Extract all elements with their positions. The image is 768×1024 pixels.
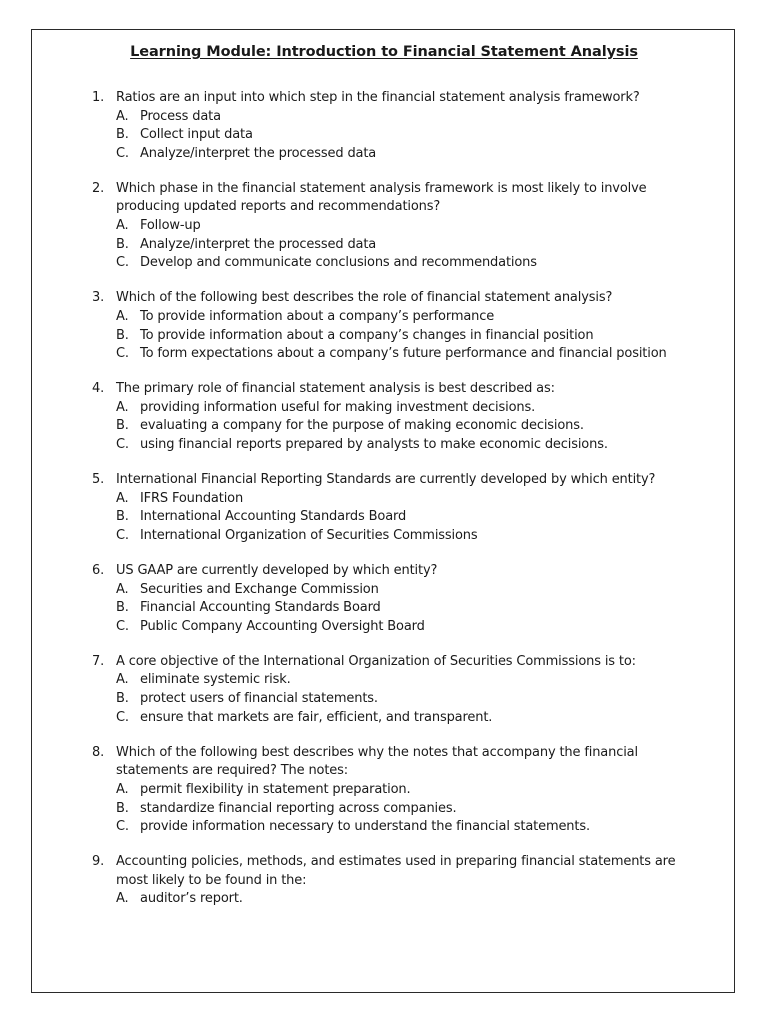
option-letter: B. [116, 327, 129, 343]
question-number: 9. [92, 854, 105, 870]
question-number: 7. [92, 653, 105, 669]
answer-option [116, 781, 692, 800]
option-letter: A. [116, 581, 129, 597]
answer-options [116, 217, 692, 273]
question-number: 6. [92, 562, 105, 578]
answer-option [116, 254, 692, 273]
option-letter: A. [116, 781, 129, 797]
answer-options [116, 671, 692, 727]
answer-option [116, 818, 692, 837]
option-letter: A. [116, 490, 129, 506]
answer-option [116, 581, 692, 600]
question-item [92, 562, 692, 636]
option-text: To form expectations about a company’s future performance and financial position [140, 346, 667, 362]
question-item [92, 89, 692, 163]
answer-option [116, 599, 692, 618]
option-text: ensure that markets are fair, efficient, and transparent. [140, 709, 493, 725]
option-text: providing information useful for making investment decisions. [140, 399, 536, 415]
option-text: Follow-up [140, 218, 201, 234]
option-letter: A. [116, 891, 129, 907]
answer-options [116, 308, 692, 364]
option-letter: C. [116, 255, 129, 271]
answer-option [116, 508, 692, 527]
answer-option [116, 527, 692, 546]
answer-option [116, 145, 692, 164]
question-number: 2. [92, 180, 105, 196]
answer-option [116, 709, 692, 728]
answer-option [116, 399, 692, 418]
option-letter: A. [116, 108, 129, 124]
option-text: Develop and communicate conclusions and recommendations [140, 255, 537, 271]
option-letter: C. [116, 618, 129, 634]
answer-option [116, 217, 692, 236]
option-letter: A. [116, 672, 129, 688]
answer-options [116, 581, 692, 637]
option-text: International Accounting Standards Board [140, 509, 407, 525]
option-text: protect users of financial statements. [140, 691, 378, 707]
answer-option [116, 890, 692, 909]
option-text: Process data [140, 108, 221, 124]
answer-option [116, 690, 692, 709]
answer-options [116, 490, 692, 546]
option-text: Financial Accounting Standards Board [140, 600, 381, 616]
question-item [92, 471, 692, 545]
question-text: International Financial Reporting Standards are currently developed by which entity? [116, 472, 656, 488]
answer-option [116, 800, 692, 819]
option-text: Securities and Exchange Commission [140, 581, 379, 597]
option-text: standardize financial reporting across companies. [140, 800, 457, 816]
question-item [92, 853, 692, 909]
option-letter: C. [116, 346, 129, 362]
option-text: provide information necessary to understand the financial statements. [140, 819, 590, 835]
question-item [92, 653, 692, 727]
question-item [92, 380, 692, 454]
option-text: Collect input data [140, 127, 253, 143]
answer-option [116, 345, 692, 364]
answer-option [116, 126, 692, 145]
option-letter: A. [116, 399, 129, 415]
option-letter: C. [116, 437, 129, 452]
option-letter: B. [116, 600, 129, 616]
question-text: Accounting policies, methods, and estimates used in preparing financial statements are most likely to be found in the: [116, 854, 676, 888]
question-number: 1. [92, 90, 105, 105]
answer-option [116, 236, 692, 255]
option-text: Analyze/interpret the processed data [140, 145, 377, 161]
answer-options [116, 399, 692, 455]
option-letter: B. [116, 509, 129, 525]
question-item [92, 289, 692, 363]
answer-option [116, 417, 692, 436]
answer-option [116, 108, 692, 127]
option-letter: C. [116, 709, 129, 725]
question-list [92, 89, 692, 925]
answer-option [116, 671, 692, 690]
question-number: 4. [92, 381, 105, 397]
option-letter: A. [116, 218, 129, 234]
page-title: Learning Module: Introduction to Financial Statement Analysis [130, 44, 638, 60]
option-text: IFRS Foundation [140, 490, 244, 506]
option-text: Public Company Accounting Oversight Board [140, 618, 425, 634]
question-text: Ratios are an input into which step in the financial statement analysis framework? [116, 90, 640, 105]
option-letter: B. [116, 691, 129, 707]
option-text: To provide information about a company’s performance [140, 308, 495, 324]
question-text: A core objective of the International Organization of Securities Commissions is to: [116, 653, 636, 669]
answer-option [116, 308, 692, 327]
option-letter: A. [116, 308, 129, 324]
answer-options [116, 108, 692, 164]
question-item [92, 180, 692, 273]
answer-option [116, 490, 692, 509]
option-letter: B. [116, 800, 129, 816]
question-item [92, 744, 692, 837]
option-text: eliminate systemic risk. [140, 672, 291, 688]
option-letter: C. [116, 145, 129, 161]
answer-option [116, 327, 692, 346]
option-text: International Organization of Securities Commissions [140, 527, 478, 543]
question-number: 3. [92, 290, 105, 306]
option-letter: B. [116, 127, 129, 143]
option-text: To provide information about a company’s changes in financial position [140, 327, 594, 343]
option-text: auditor’s report. [140, 891, 243, 907]
answer-option [116, 436, 692, 455]
option-letter: C. [116, 527, 129, 543]
answer-options [116, 890, 692, 909]
answer-options [116, 781, 692, 837]
question-text: US GAAP are currently developed by which entity? [116, 562, 438, 578]
answer-option [116, 618, 692, 637]
option-text: permit flexibility in statement preparation. [140, 781, 411, 797]
question-text: Which of the following best describes the role of financial statement analysis? [116, 290, 613, 306]
question-number: 5. [92, 472, 105, 488]
option-letter: C. [116, 819, 129, 835]
option-text: using financial reports prepared by analysts to make economic decisions. [140, 437, 608, 452]
option-letter: B. [116, 418, 129, 434]
question-number: 8. [92, 744, 105, 760]
option-text: evaluating a company for the purpose of making economic decisions. [140, 418, 584, 434]
question-text: The primary role of financial statement analysis is best described as: [116, 381, 555, 397]
option-text: Analyze/interpret the processed data [140, 236, 377, 252]
question-text: Which of the following best describes why the notes that accompany the financial statements are required? The notes: [116, 744, 638, 779]
question-text: Which phase in the financial statement analysis framework is most likely to involve producing updated reports and recommendations? [116, 180, 647, 215]
option-letter: B. [116, 236, 129, 252]
